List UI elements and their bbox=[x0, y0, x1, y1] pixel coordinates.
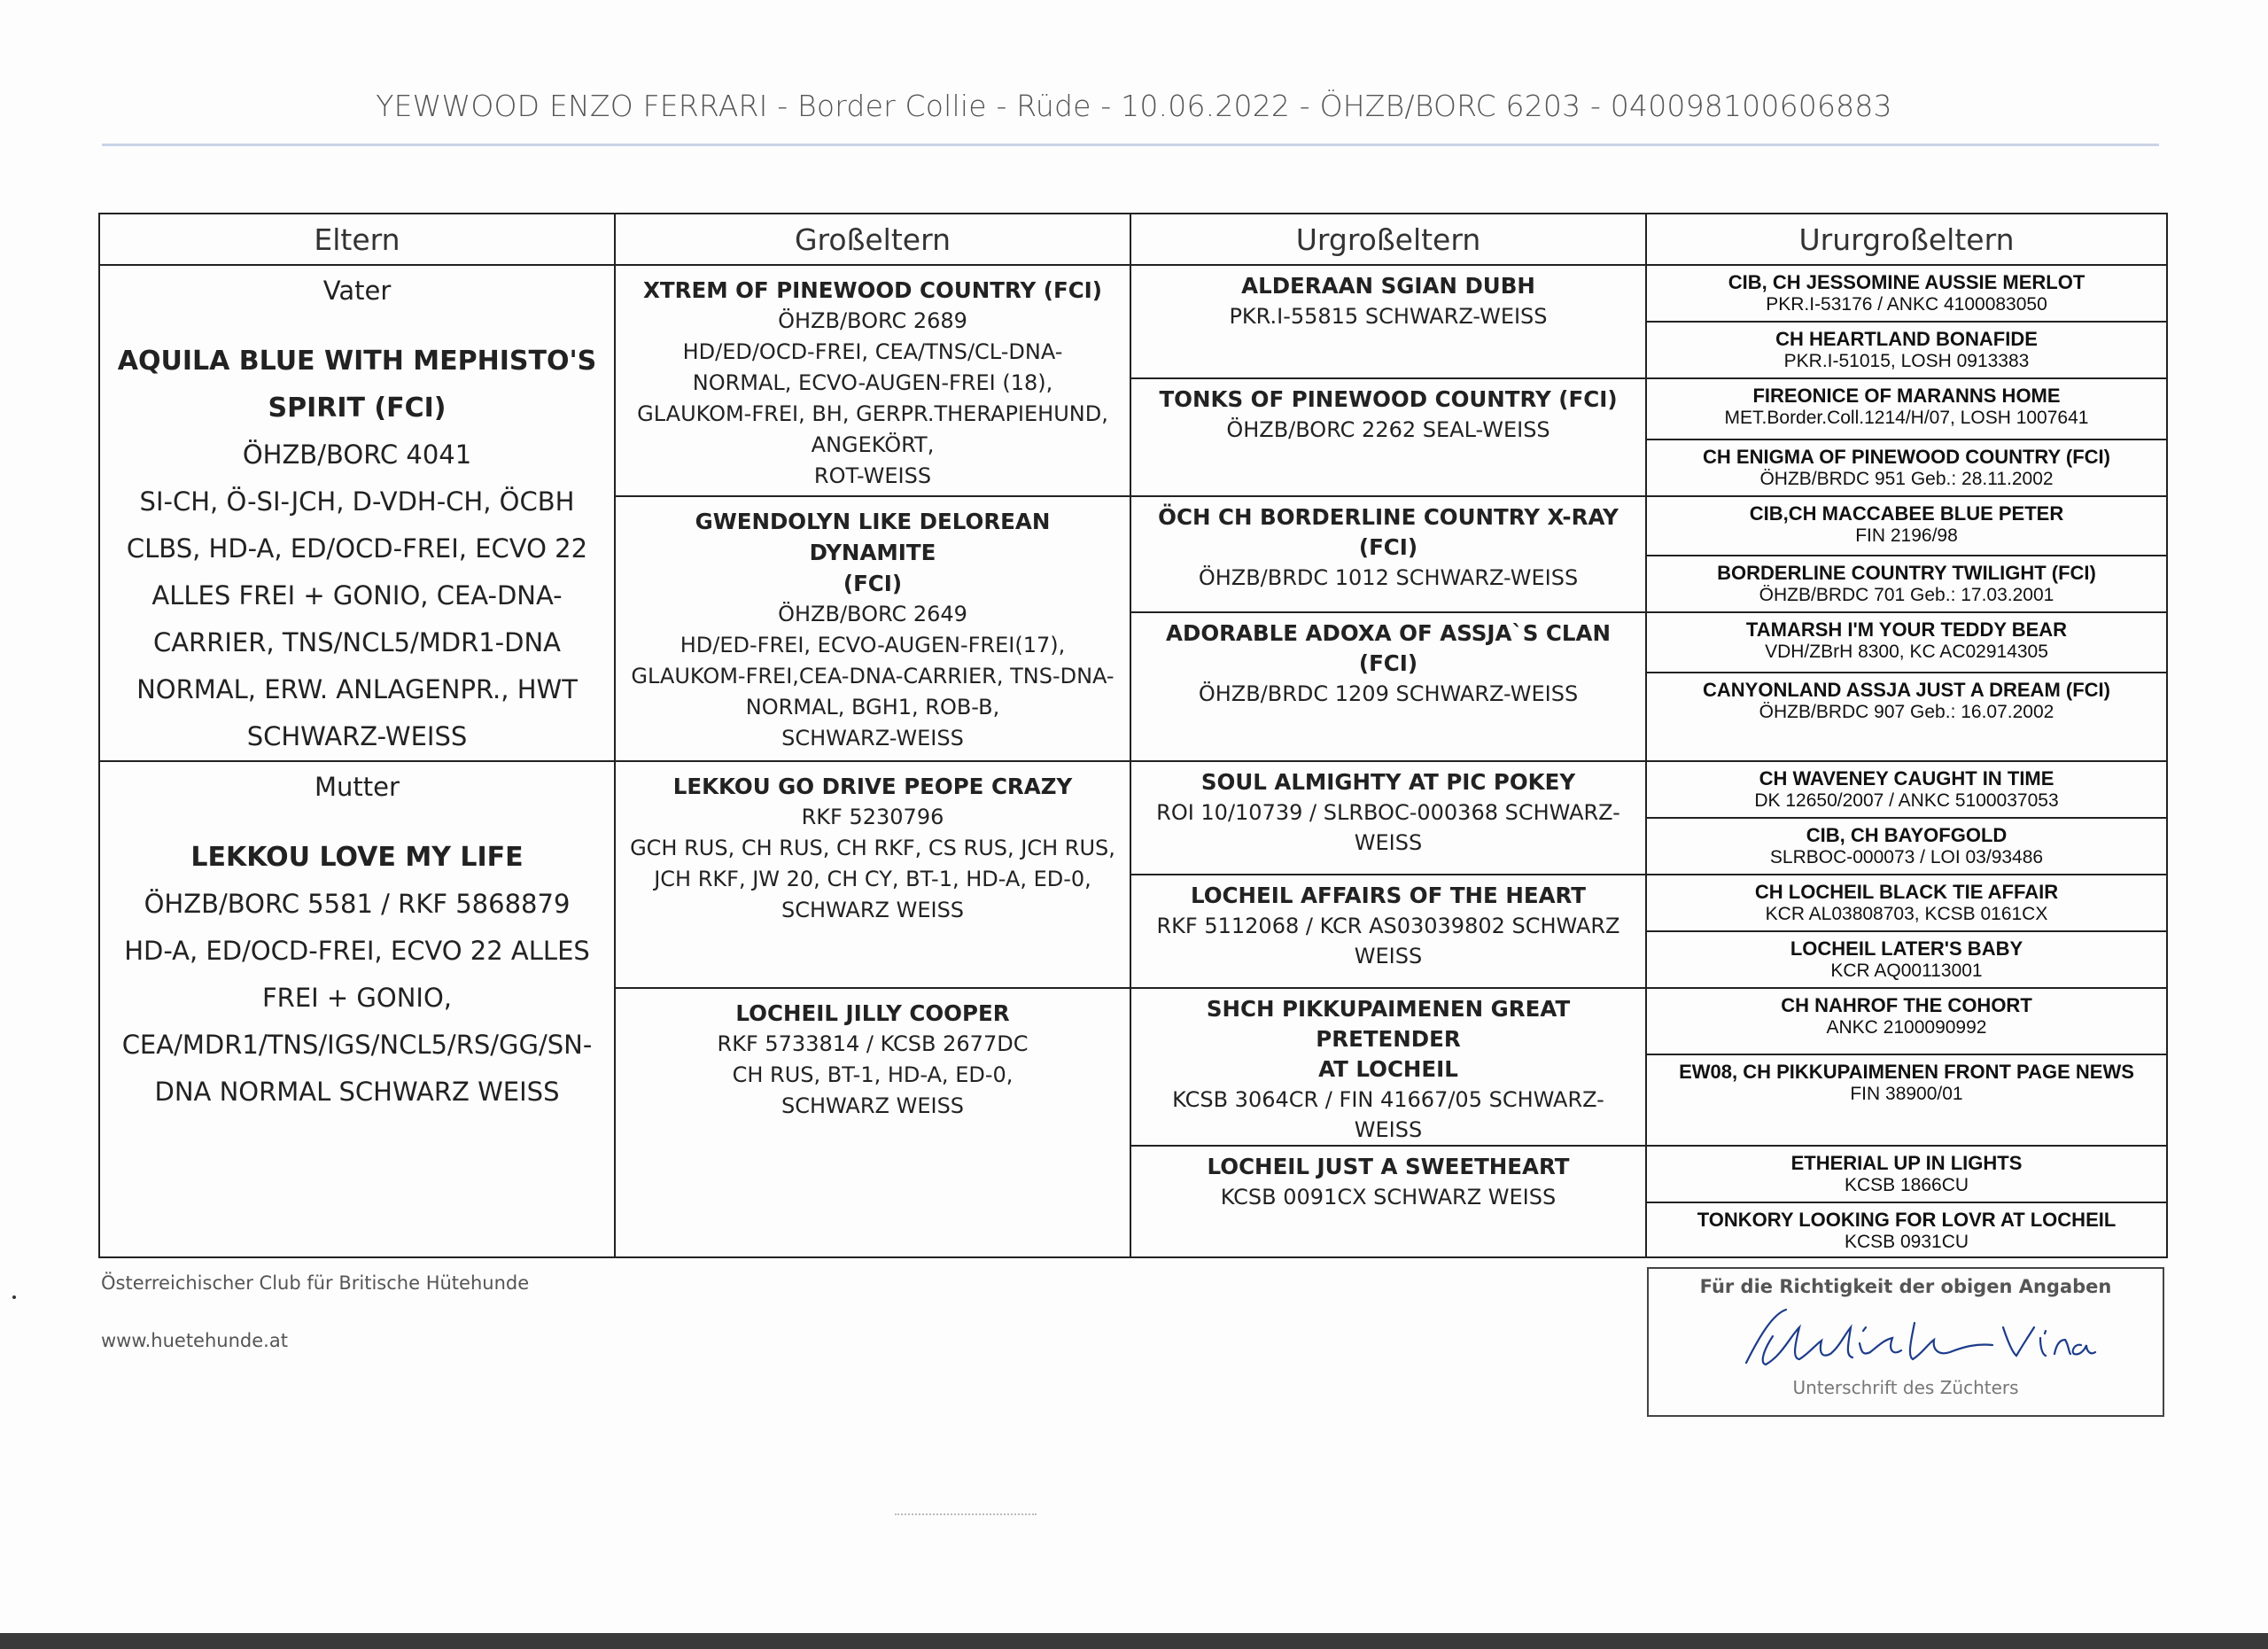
great-grandparent-detail: RKF 5112068 / KCR AS03039802 SCHWARZ bbox=[1156, 914, 1620, 938]
great-grandparent-detail: PKR.I-55815 SCHWARZ-WEISS bbox=[1229, 304, 1548, 329]
great-grandparent-cell bbox=[1130, 1146, 1646, 1257]
ggg-detail: PKR.I-51015, LOSH 0913383 bbox=[1783, 351, 2030, 371]
signature-box bbox=[1647, 1267, 2164, 1417]
grandparent-detail: RKF 5230796 bbox=[801, 805, 944, 829]
great-great-grandparent-cell bbox=[1646, 556, 2167, 612]
mother-detail: DNA NORMAL SCHWARZ WEISS bbox=[154, 1077, 560, 1107]
great-grandparent-name: ÖCH CH BORDERLINE COUNTRY X-RAY bbox=[1158, 503, 1619, 530]
ggg-detail: SLRBOC-000073 / LOI 03/93486 bbox=[1769, 847, 2044, 867]
great-great-grandparent-cell bbox=[1646, 673, 2167, 761]
grandparent-name: XTREM OF PINEWOOD COUNTRY (FCI) bbox=[642, 277, 1102, 303]
great-grandparent-cell bbox=[1130, 612, 1646, 761]
father-detail: ALLES FREI + GONIO, CEA-DNA- bbox=[151, 580, 563, 611]
father-detail: NORMAL, ERW. ANLAGENPR., HWT bbox=[136, 674, 578, 704]
ggg-detail: VDH/ZBrH 8300, KC AC02914305 bbox=[1765, 642, 2048, 663]
great-great-grandparent-cell bbox=[1646, 265, 2167, 322]
father-detail: ÖHZB/BORC 4041 bbox=[242, 439, 472, 470]
great-grandparent-name: LOCHEIL JUST A SWEETHEART bbox=[1207, 1154, 1570, 1179]
great-great-grandparent-cell bbox=[1646, 1146, 2167, 1202]
great-grandparent-detail: WEISS bbox=[1354, 944, 1423, 968]
grandparent-detail: GLAUKOM-FREI,CEA-DNA-CARRIER, TNS-DNA- bbox=[631, 663, 1115, 688]
header-divider bbox=[102, 144, 2159, 146]
ggg-detail: ÖHZB/BRDC 907 Geb.: 16.07.2002 bbox=[1759, 702, 2054, 722]
pedigree-header-row bbox=[99, 214, 2167, 265]
great-grandparent-cell bbox=[1130, 378, 1646, 496]
great-grandparent-name: SOUL ALMIGHTY AT PIC POKEY bbox=[1200, 769, 1576, 795]
mother-cell bbox=[99, 761, 615, 1257]
ggg-name: CIB, CH JESSOMINE AUSSIE MERLOT bbox=[1728, 271, 2085, 293]
handwritten-signature bbox=[1711, 1301, 2101, 1381]
grandparent-detail: ÖHZB/BORC 2689 bbox=[778, 308, 967, 333]
ggg-detail: ANKC 2100090992 bbox=[1826, 1017, 1987, 1038]
great-great-grandparent-cell bbox=[1646, 612, 2167, 673]
great-great-grandparent-cell bbox=[1646, 988, 2167, 1054]
signature-caption: Für die Richtigkeit der obigen Angaben bbox=[1699, 1276, 2112, 1297]
great-grandparent-cell bbox=[1130, 761, 1646, 875]
father-name: AQUILA BLUE WITH MEPHISTO'S SPIRIT (FCI) bbox=[117, 346, 597, 424]
grandparent-detail: RKF 5733814 / KCSB 2677DC bbox=[717, 1031, 1029, 1056]
ggg-name: CIB, CH BAYOFGOLD bbox=[1806, 824, 2008, 846]
mother-role: Mutter bbox=[315, 772, 400, 802]
great-grandparent-name: SHCH PIKKUPAIMENEN GREAT PRETENDER bbox=[1206, 996, 1571, 1052]
ggg-detail: FIN 38900/01 bbox=[1850, 1083, 1963, 1104]
club-name: Österreichischer Club für Britische Hütehunde bbox=[101, 1272, 530, 1294]
scan-bottom-edge bbox=[0, 1633, 2268, 1649]
great-grandparent-detail: KCSB 3064CR / FIN 41667/05 SCHWARZ- bbox=[1172, 1087, 1604, 1112]
great-great-grandparent-cell bbox=[1646, 1202, 2167, 1257]
grandparent-detail: GCH RUS, CH RUS, CH RKF, CS RUS, JCH RUS, bbox=[630, 836, 1115, 860]
ggg-name: BORDERLINE COUNTRY TWILIGHT (FCI) bbox=[1717, 562, 2096, 585]
column-header-ururgrosseltern: Ururgroßeltern bbox=[1646, 214, 2167, 265]
grandparent-name: LOCHEIL JILLY COOPER bbox=[735, 1000, 1010, 1026]
column-header-grosseltern: Großeltern bbox=[615, 214, 1130, 265]
grandparent-detail: JCH RKF, JW 20, CH CY, BT-1, HD-A, ED-0, bbox=[654, 867, 1091, 891]
great-great-grandparent-cell bbox=[1646, 931, 2167, 988]
grandparent-name: (FCI) bbox=[843, 570, 903, 596]
great-grandparent-name: AT LOCHEIL bbox=[1318, 1056, 1458, 1082]
ggg-name: TONKORY LOOKING FOR LOVR AT LOCHEIL bbox=[1697, 1209, 2117, 1231]
ggg-name: FIREONICE OF MARANNS HOME bbox=[1752, 385, 2061, 407]
scan-artifact bbox=[895, 1513, 1037, 1518]
grandparent-cell bbox=[615, 988, 1130, 1257]
grandparent-detail: NORMAL, BGH1, ROB-B, bbox=[745, 694, 1000, 719]
great-grandparent-detail: WEISS bbox=[1354, 1117, 1423, 1142]
ggg-detail: KCSB 0931CU bbox=[1844, 1232, 1969, 1252]
grandparent-name: LEKKOU GO DRIVE PEOPE CRAZY bbox=[672, 774, 1073, 799]
ggg-detail: ÖHZB/BRDC 951 Geb.: 28.11.2002 bbox=[1759, 468, 2054, 489]
grandparent-detail: CH RUS, BT-1, HD-A, ED-0, bbox=[732, 1062, 1014, 1087]
ggg-name: TAMARSH I'M YOUR TEDDY BEAR bbox=[1745, 618, 2068, 642]
great-grandparent-detail: ROI 10/10739 / SLRBOC-000368 SCHWARZ- bbox=[1156, 800, 1620, 825]
great-grandparent-detail: ÖHZB/BRDC 1209 SCHWARZ-WEISS bbox=[1198, 681, 1579, 707]
father-cell bbox=[99, 265, 615, 761]
great-grandparent-cell bbox=[1130, 496, 1646, 613]
grandparent-detail: ANGEKÖRT, bbox=[811, 432, 935, 457]
ggg-detail: ÖHZB/BRDC 701 Geb.: 17.03.2001 bbox=[1759, 585, 2054, 606]
ggg-name: CIB,CH MACCABEE BLUE PETER bbox=[1749, 502, 2064, 525]
grandparent-name: GWENDOLYN LIKE DELOREAN DYNAMITE bbox=[695, 508, 1051, 565]
grandparent-detail: ROT-WEISS bbox=[813, 463, 932, 488]
scan-speck bbox=[12, 1295, 16, 1299]
grandparent-detail: SCHWARZ WEISS bbox=[781, 898, 965, 922]
column-header-eltern: Eltern bbox=[99, 214, 615, 265]
great-grandparent-name: ALDERAAN SGIAN DUBH bbox=[1241, 273, 1535, 299]
grandparent-detail: NORMAL, ECVO-AUGEN-FREI (18), bbox=[692, 370, 1053, 395]
document-title: YEWWOOD ENZO FERRARI - Border Collie - Rüde - 10.06.2022 - ÖHZB/BORC 6203 - 040098100606883 bbox=[376, 89, 1892, 123]
great-great-grandparent-cell bbox=[1646, 496, 2167, 556]
great-grandparent-cell bbox=[1130, 265, 1646, 378]
great-grandparent-cell bbox=[1130, 875, 1646, 988]
ggg-name: CH NAHROF THE COHORT bbox=[1781, 994, 2032, 1016]
mother-detail: HD-A, ED/OCD-FREI, ECVO 22 ALLES bbox=[124, 936, 590, 966]
father-detail: SI-CH, Ö-SI-JCH, D-VDH-CH, ÖCBH bbox=[139, 486, 575, 517]
grandparent-detail: GLAUKOM-FREI, BH, GERPR.THERAPIEHUND, bbox=[637, 401, 1108, 426]
mother-detail: CEA/MDR1/TNS/IGS/NCL5/RS/GG/SN- bbox=[121, 1030, 593, 1060]
father-detail: CLBS, HD-A, ED/OCD-FREI, ECVO 22 bbox=[126, 533, 588, 564]
ggg-name: EW08, CH PIKKUPAIMENEN FRONT PAGE NEWS bbox=[1679, 1060, 2134, 1083]
great-grandparent-detail: ÖHZB/BRDC 1012 SCHWARZ-WEISS bbox=[1198, 564, 1579, 590]
ggg-detail: KCR AL03808703, KCSB 0161CX bbox=[1765, 904, 2048, 924]
grandparent-cell bbox=[615, 761, 1130, 988]
ggg-name: CH ENIGMA OF PINEWOOD COUNTRY (FCI) bbox=[1703, 445, 2110, 468]
great-grandparent-name: LOCHEIL AFFAIRS OF THE HEART bbox=[1190, 883, 1587, 908]
grandparent-detail: HD/ED/OCD-FREI, CEA/TNS/CL-DNA- bbox=[682, 339, 1063, 364]
ggg-detail: KCSB 1866CU bbox=[1844, 1175, 1969, 1195]
pedigree-table bbox=[98, 213, 2168, 1258]
father-detail: CARRIER, TNS/NCL5/MDR1-DNA bbox=[152, 627, 562, 657]
great-great-grandparent-cell bbox=[1646, 761, 2167, 818]
great-grandparent-detail: ÖHZB/BORC 2262 SEAL-WEISS bbox=[1226, 417, 1550, 442]
club-website: www.huetehunde.at bbox=[101, 1330, 288, 1351]
father-role: Vater bbox=[322, 276, 392, 306]
ggg-detail: FIN 2196/98 bbox=[1855, 525, 1958, 546]
signature-label: Unterschrift des Züchters bbox=[1792, 1377, 2019, 1398]
great-great-grandparent-cell bbox=[1646, 439, 2167, 496]
mother-detail: ÖHZB/BORC 5581 / RKF 5868879 bbox=[144, 889, 571, 919]
ggg-name: CH HEARTLAND BONAFIDE bbox=[1775, 328, 2038, 350]
mother-detail: FREI + GONIO, bbox=[261, 983, 453, 1013]
ggg-detail: MET.Border.Coll.1214/H/07, LOSH 1007641 bbox=[1724, 408, 2089, 428]
great-grandparent-cell bbox=[1130, 988, 1646, 1146]
father-detail: SCHWARZ-WEISS bbox=[246, 721, 468, 751]
mother-name: LEKKOU LOVE MY LIFE bbox=[190, 842, 524, 873]
ggg-detail: KCR AQ00113001 bbox=[1830, 961, 1983, 981]
ggg-name: CH LOCHEIL BLACK TIE AFFAIR bbox=[1754, 881, 2059, 903]
great-grandparent-detail: WEISS bbox=[1354, 830, 1423, 855]
great-great-grandparent-cell bbox=[1646, 322, 2167, 378]
great-grandparent-name: ADORABLE ADOXA OF ASSJA`S CLAN (FCI) bbox=[1166, 620, 1611, 677]
ggg-name: CH WAVENEY CAUGHT IN TIME bbox=[1759, 767, 2054, 789]
column-header-urgrosseltern: Urgroßeltern bbox=[1130, 214, 1646, 265]
ggg-detail: DK 12650/2007 / ANKC 5100037053 bbox=[1754, 790, 2059, 811]
ggg-name: CANYONLAND ASSJA JUST A DREAM (FCI) bbox=[1703, 679, 2110, 701]
ggg-name: LOCHEIL LATER'S BABY bbox=[1790, 937, 2023, 960]
ggg-name: ETHERIAL UP IN LIGHTS bbox=[1790, 1152, 2023, 1174]
great-great-grandparent-cell bbox=[1646, 875, 2167, 931]
grandparent-cell bbox=[615, 265, 1130, 496]
grandparent-detail: SCHWARZ-WEISS bbox=[781, 725, 964, 751]
great-grandparent-detail: KCSB 0091CX SCHWARZ WEISS bbox=[1220, 1185, 1557, 1210]
great-grandparent-name: TONKS OF PINEWOOD COUNTRY (FCI) bbox=[1159, 386, 1618, 412]
ggg-detail: PKR.I-53176 / ANKC 4100083050 bbox=[1766, 294, 2047, 315]
grandparent-detail: ÖHZB/BORC 2649 bbox=[778, 601, 967, 626]
great-great-grandparent-cell bbox=[1646, 818, 2167, 875]
great-great-grandparent-cell bbox=[1646, 378, 2167, 439]
great-great-grandparent-cell bbox=[1646, 1054, 2167, 1146]
great-grandparent-name: (FCI) bbox=[1358, 533, 1418, 560]
grandparent-cell bbox=[615, 496, 1130, 761]
grandparent-detail: SCHWARZ WEISS bbox=[781, 1093, 965, 1118]
grandparent-detail: HD/ED-FREI, ECVO-AUGEN-FREI(17), bbox=[680, 632, 1066, 657]
